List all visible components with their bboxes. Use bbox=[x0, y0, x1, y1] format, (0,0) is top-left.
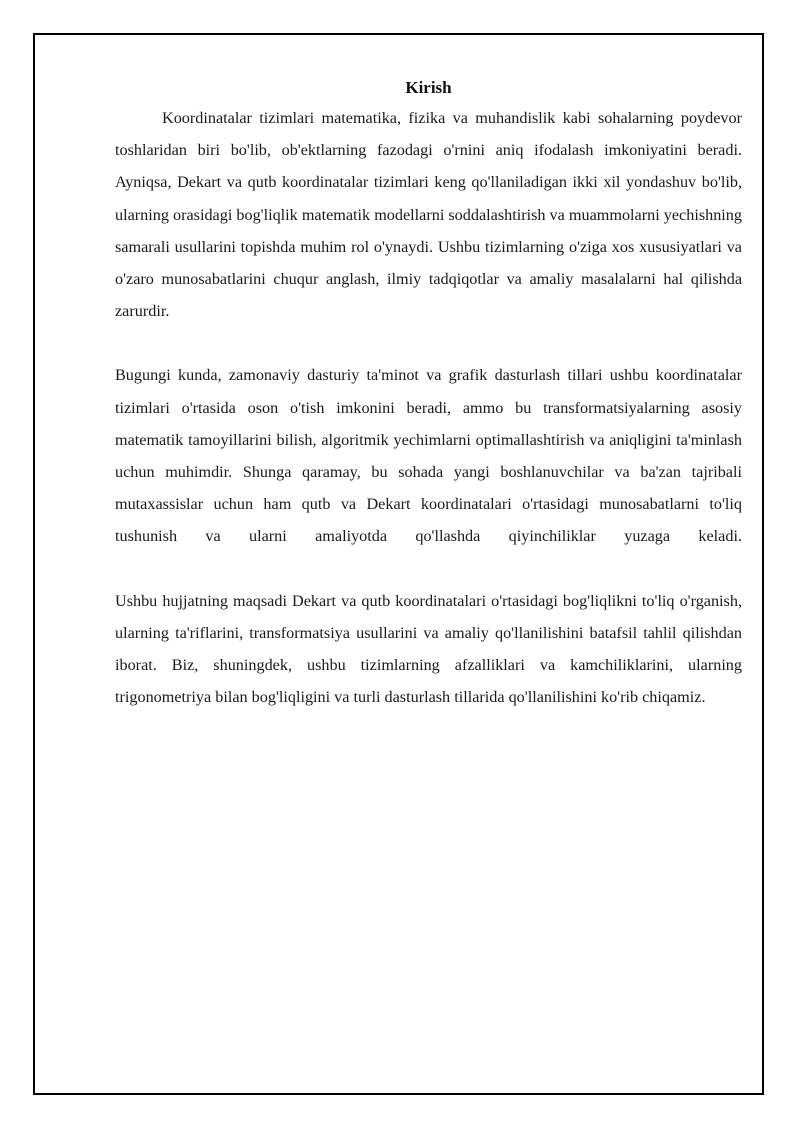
paragraph-gap bbox=[115, 327, 742, 359]
paragraph-intro: Koordinatalar tizimlari matematika, fizika va muhandislik kabi sohalarning poydevor toshlaridan biri bo'lib, ob'ektlarning fazodagi o'rnini aniq ifodalash imkoniyatini beradi. Ayniqsa, Dekart va qutb koordinatalar tizimlari keng qo'llaniladigan ikki xil yondashuv bo'lib, ularning orasidagi bog'liqlik matematik modellarni soddalashtirish va muammolarni yechishning samarali usullarini topishda muhim rol o'ynaydi. Ushbu tizimlarning o'ziga xos xususiyatlari va o'zaro munosabatlarini chuqur anglash, ilmiy tadqiqotlar va amaliy masalalarni hal qilishda zarurdir. bbox=[115, 109, 742, 321]
paragraph-gap bbox=[115, 553, 742, 585]
document-body bbox=[115, 74, 742, 713]
paragraph-software: Bugungi kunda, zamonaviy dasturiy ta'minot va grafik dasturlash tillari ushbu koordinatalar tizimlari o'rtasida oson o'tish imkonini beradi, ammo bu transformatsiyalarning asosiy matematik tamoyillarini bilish, algoritmik yechimlarni optimallashtirish va aniqligini ta'minlash uchun muhimdir. Shunga qaramay, bu sohada yangi boshlanuvchilar va ba'zan tajribali mutaxassislar uchun ham qutb va Dekart koordinatalari o'rtasidagi munosabatlarni to'liq tushunish va ularni amaliyotda qo'llashda qiyinchiliklar yuzaga keladi. bbox=[115, 366, 742, 546]
paragraph-purpose: Ushbu hujjatning maqsadi Dekart va qutb koordinatalari o'rtasidagi bog'liqlikni to'liq o'rganish, ularning ta'riflarini, transformatsiya usullarini va amaliy qo'llanilishini batafsil tahlil qilishdan iborat. Biz, shuningdek, ushbu tizimlarning afzalliklari va kamchiliklarini, ularning trigonometriya bilan bog'liqligini va turli dasturlash tillarida qo'llanilishini ko'rib chiqamiz. bbox=[115, 591, 742, 707]
document-title: Kirish bbox=[405, 78, 452, 97]
